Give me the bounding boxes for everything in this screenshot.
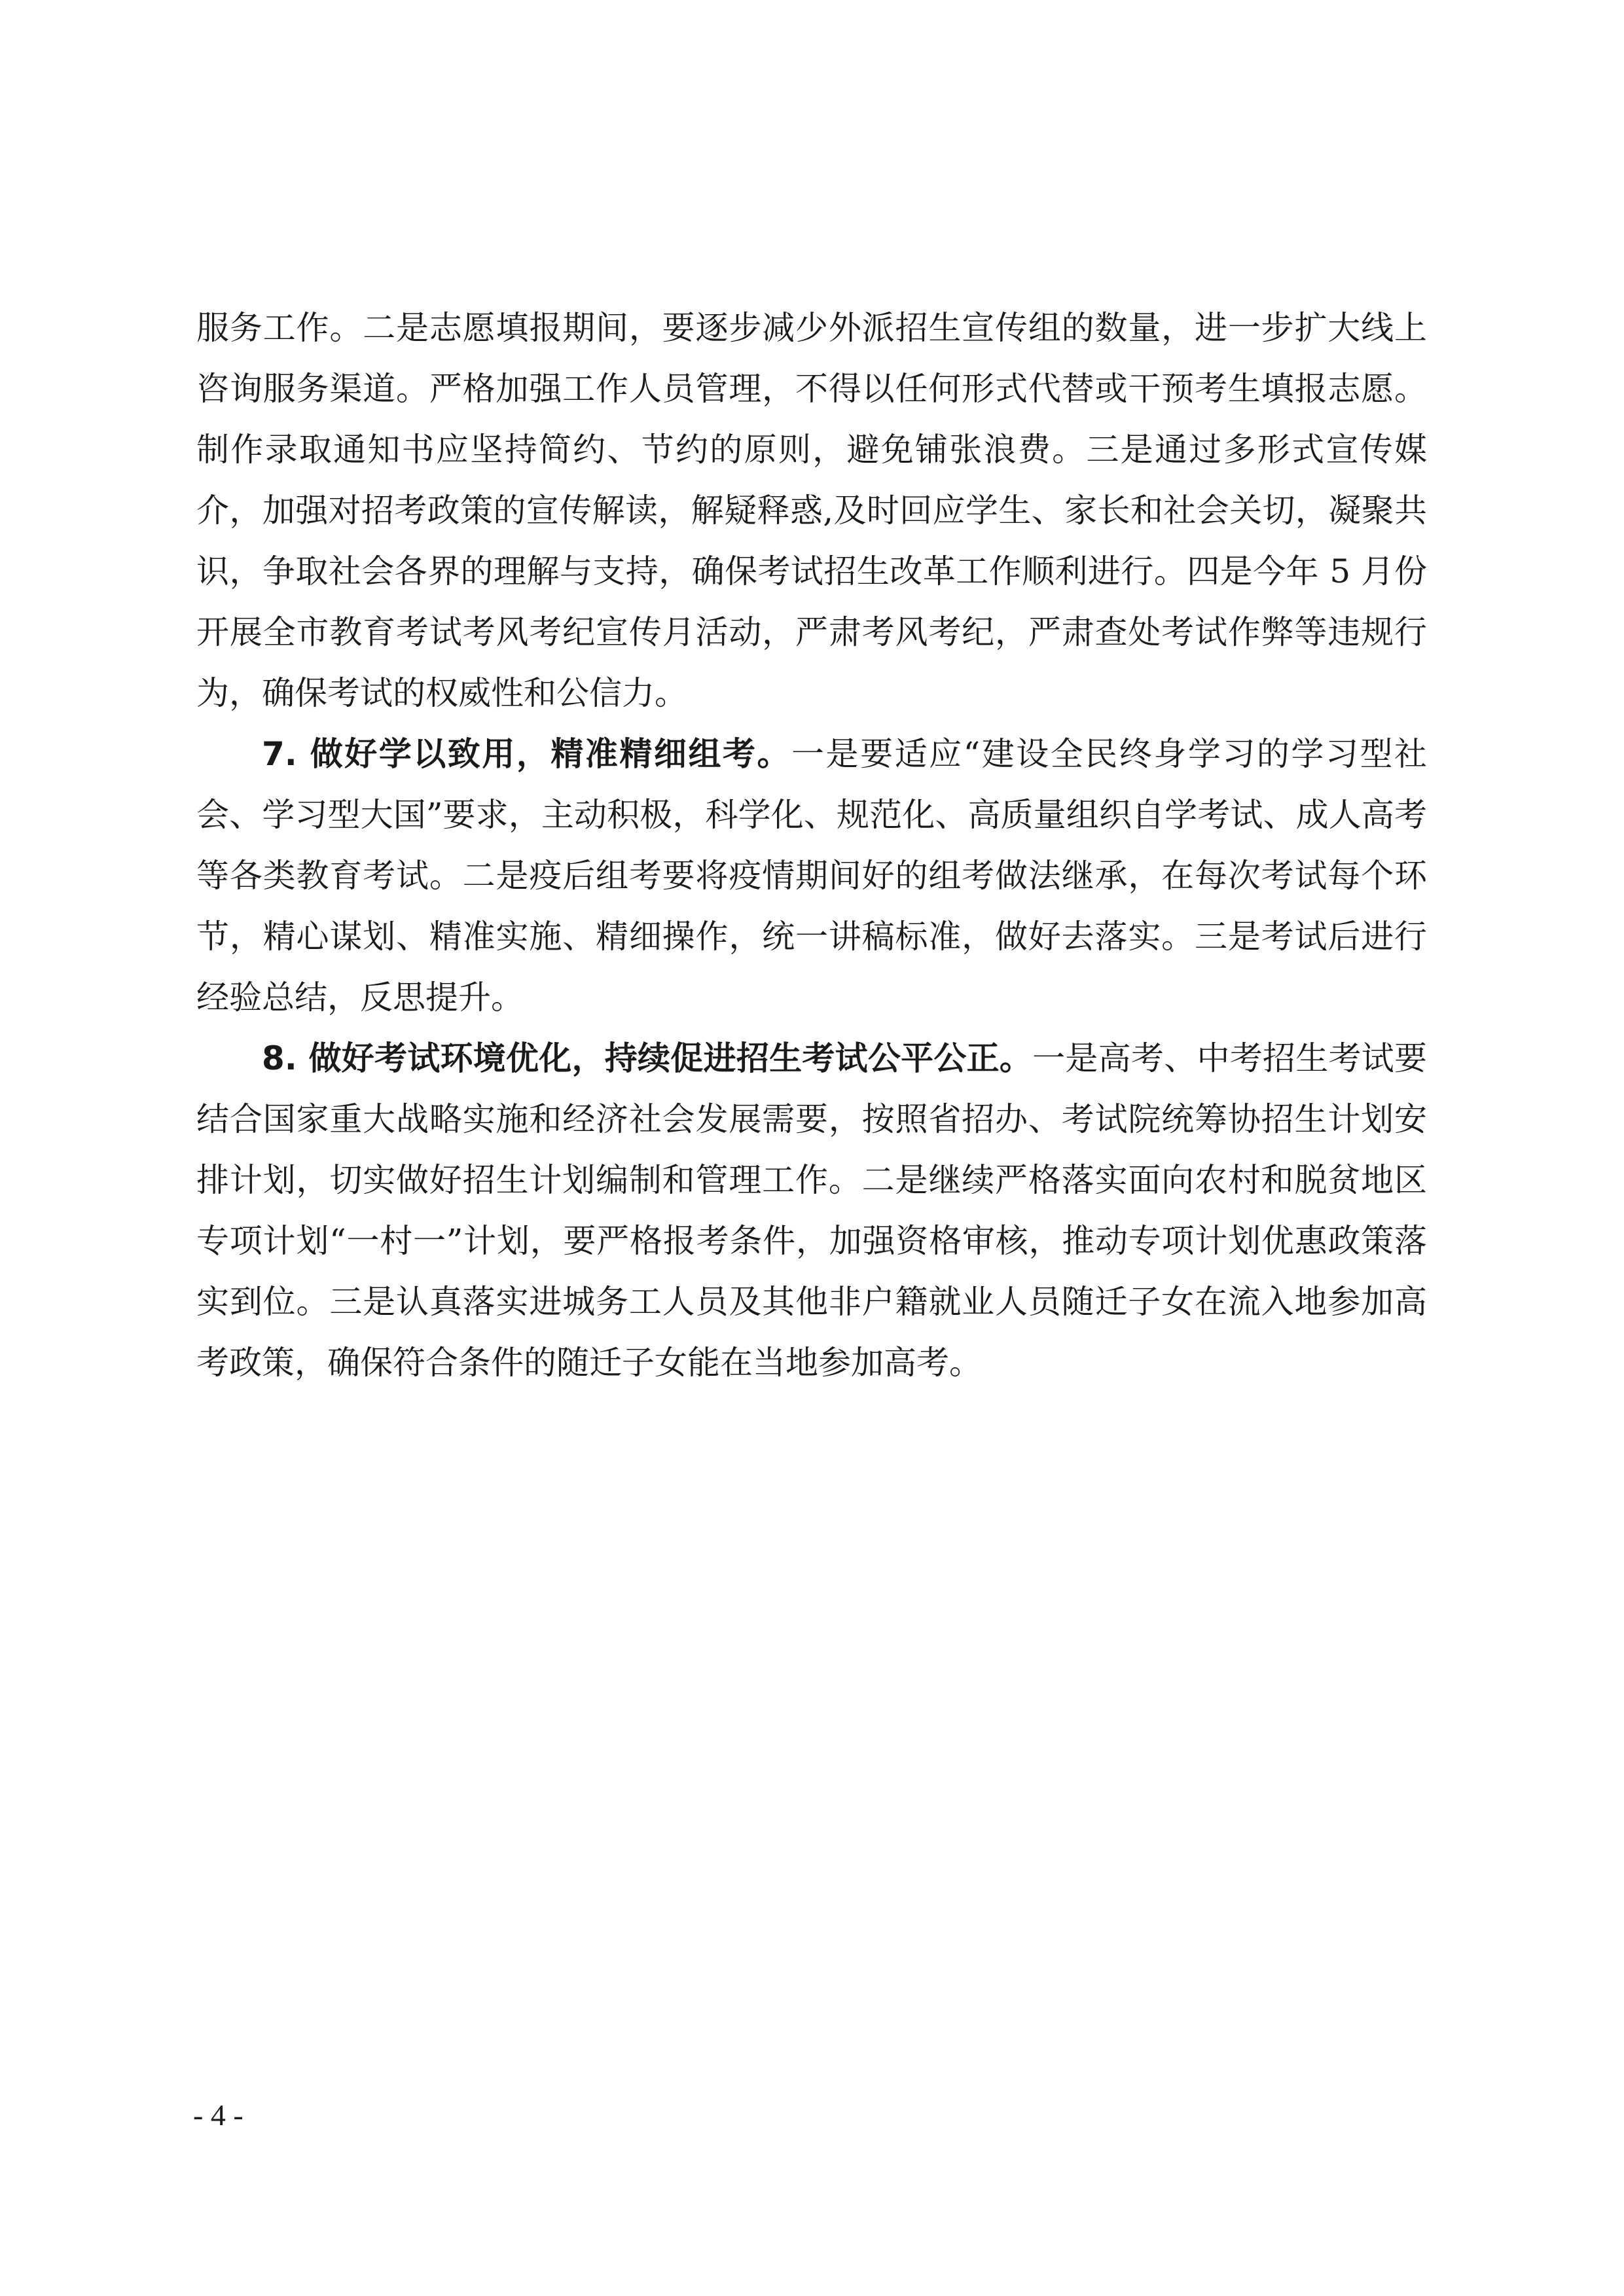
document-body: [196, 298, 1427, 1393]
paragraph-text: 一是要适应“建设全民终身学习的学习型社会、学习型大国”要求，主动积极，科学化、规范化、高质量组织自学考试、成人高考等各类教育考试。二是疫后组考要将疫情期间好的组考做法继承，在每次考试每个环节，精心谋划、精准实施、精细操作，统一讲稿标准，做好去落实。三是考试后进行经验总结，反思提升。: [196, 735, 1427, 1016]
paragraph-text: 一是高考、中考招生考试要结合国家重大战略实施和经济社会发展需要，按照省招办、考试院统筹协招生计划安排计划，切实做好招生计划编制和管理工作。二是继续严格落实面向农村和脱贫地区专项计划“一村一”计划，要严格报考条件，加强资格审核，推动专项计划优惠政策落实到位。三是认真落实进城务工人员及其他非户籍就业人员随迁子女在流入地参加高考政策，确保符合条件的随迁子女能在当地参加高考。: [196, 1039, 1428, 1382]
paragraph-item-8: [196, 1028, 1427, 1393]
paragraph-heading: 7. 做好学以致用，精准精细组考。: [262, 735, 792, 773]
paragraph-text: 服务工作。二是志愿填报期间，要逐步减少外派招生宣传组的数量，进一步扩大线上咨询服务渠道。严格加强工作人员管理，不得以任何形式代替或干预考生填报志愿。制作录取通知书应坚持简约、节约的原则，避免铺张浪费。三是通过多形式宣传媒介，加强对招考政策的宣传解读，解疑释惑,及时回应学生、家长和社会关切，凝聚共识，争取社会各界的理解与支持，确保考试招生改革工作顺利进行。四是今年 5 月份开展全市教育考试考风考纪宣传月活动，严肃考风考纪，严肃查处考试作弊等违规行为，确保考试的权威性和公信力。: [196, 309, 1427, 712]
paragraph-heading: 8. 做好考试环境优化，持续促进招生考试公平公正。: [262, 1039, 1033, 1077]
page-number: - 4 -: [193, 2098, 244, 2132]
paragraph-item-7: [196, 724, 1427, 1028]
paragraph-continuation: [196, 298, 1427, 724]
